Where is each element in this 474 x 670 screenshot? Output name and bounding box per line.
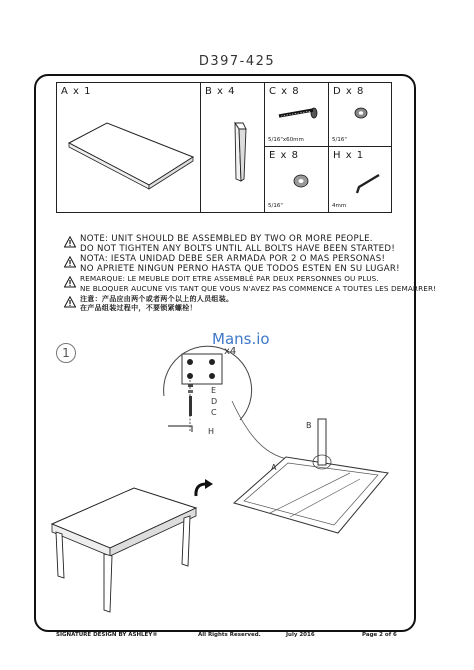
part-letter-a: A [271, 463, 277, 472]
part-size-d: 5/16" [332, 137, 347, 143]
part-letter-b: B [306, 421, 312, 430]
footer-brand: SIGNATURE DESIGN BY ASHLEY® [56, 632, 158, 638]
note-line: REMARQUE: LE MEUBLE DOIT ETRE ASSEMBLÉ PAR DEUX PERSONNES OU PLUS. [80, 274, 379, 283]
note-line: NOTA: IESTA UNIDAD DEBE SER ARMADA POR 2 O MAS PERSONAS! [80, 254, 386, 264]
part-label-h: H x 1 [333, 150, 365, 161]
footer-date: July 2016 [286, 632, 315, 638]
part-label-b: B x 4 [205, 86, 236, 97]
note-chinese [80, 295, 233, 313]
warning-icon [64, 276, 76, 288]
note-line: NO APRIETE NINGUN PERNO HASTA QUE TODOS ESTEN EN SU LUGAR! [80, 264, 400, 274]
hardware-letter-c: C [211, 408, 217, 417]
hardware-letter-h: H [208, 427, 215, 436]
part-label-d: D x 8 [333, 86, 365, 97]
footer-page: Page 2 of 6 [362, 632, 397, 638]
note-english [80, 234, 395, 254]
note-spanish [80, 254, 400, 274]
model-number: D397-425 [198, 54, 276, 69]
warning-icon [64, 296, 76, 308]
footer-rights: All Rights Reserved. [198, 632, 261, 638]
part-size-c: 5/16"x60mm [268, 137, 304, 143]
part-cell-h [328, 146, 392, 213]
note-line: 在产品组装过程中，不要锁紧螺栓！ [80, 304, 197, 312]
footer [56, 632, 401, 642]
inverted-tabletop-illustration [230, 395, 400, 550]
part-cell-b [200, 82, 265, 213]
part-label-c: C x 8 [269, 86, 300, 97]
table-leg-icon [201, 83, 266, 214]
part-size-e: 5/16" [268, 203, 283, 209]
step-number: 1 [56, 343, 76, 363]
part-label-a: A x 1 [61, 86, 92, 97]
part-size-h: 4mm [332, 203, 347, 209]
assembled-table-illustration [48, 478, 208, 618]
note-french [80, 274, 436, 294]
note-line: NOTE: UNIT SHOULD BE ASSEMBLED BY TWO OR MORE PEOPLE. [80, 234, 373, 244]
detail-multiplier: x4 [224, 346, 237, 357]
watermark: Mans.io [212, 330, 270, 348]
part-cell-c [264, 82, 329, 147]
part-label-e: E x 8 [269, 150, 299, 161]
part-cell-d [328, 82, 392, 147]
hardware-letter-d: D [211, 397, 218, 406]
warning-icon [64, 256, 76, 268]
warning-icon [64, 236, 76, 248]
note-line: DO NOT TIGHTEN ANY BOLTS UNTIL ALL BOLTS HAVE BEEN STARTED! [80, 244, 396, 254]
note-line: NE BLOQUER AUCUNE VIS TANT QUE VOUS N'AVEZ PAS COMMENCE A TOUTES LES DEMARRER! [80, 284, 437, 293]
part-cell-e [264, 146, 329, 213]
hardware-letter-e: E [211, 386, 217, 395]
note-line: 注意：产品应由两个或者两个以上的人员组装。 [80, 295, 234, 303]
tabletop-icon [57, 83, 202, 214]
part-cell-a [56, 82, 201, 213]
